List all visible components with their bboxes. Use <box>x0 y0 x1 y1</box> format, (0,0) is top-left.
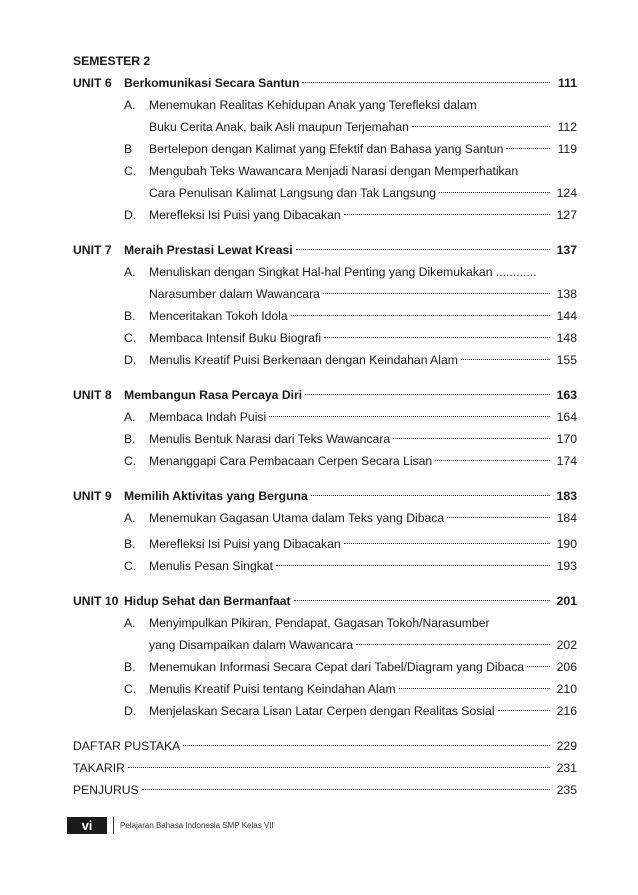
section-row[interactable] <box>73 555 577 577</box>
dot-leader <box>294 600 550 601</box>
dot-leader <box>399 688 550 689</box>
section-title: Menuliskan dengan Singkat Hal-hal Penting yang Dikemukakan ............ <box>149 265 537 279</box>
section-letter: B. <box>124 432 136 446</box>
section-row-continued[interactable] <box>73 116 577 138</box>
unit-row[interactable] <box>73 239 577 261</box>
page-number: 202 <box>556 638 577 652</box>
dot-leader <box>356 644 550 645</box>
section-title: Menemukan Realitas Kehidupan Anak yang Terefleksi dalam <box>149 98 477 112</box>
section-title: Merefleksi Isi Puisi yang Dibacakan <box>149 537 341 551</box>
dot-leader <box>412 126 550 127</box>
section-row-continued[interactable] <box>73 634 577 656</box>
page-number: 183 <box>556 489 577 503</box>
page-number: 206 <box>556 660 577 674</box>
section-row[interactable] <box>73 327 577 349</box>
end-matter-title: DAFTAR PUSTAKA <box>73 739 181 753</box>
page-number: 127 <box>556 208 577 222</box>
section-letter: A. <box>124 511 136 525</box>
dot-leader <box>498 710 550 711</box>
unit-title: Hidup Sehat dan Bermanfaat <box>124 594 291 608</box>
section-letter: A. <box>124 98 136 112</box>
dot-leader <box>269 416 550 417</box>
page-number: 184 <box>556 511 577 525</box>
page-number: 144 <box>556 309 577 323</box>
section-letter: A. <box>124 616 136 630</box>
section-letter: B <box>124 142 133 156</box>
page-number: 174 <box>556 454 577 468</box>
unit-number: UNIT 10 <box>73 594 119 608</box>
section-row[interactable] <box>73 305 577 327</box>
section-row[interactable] <box>73 507 577 529</box>
page-number: 216 <box>556 704 577 718</box>
page-number: 235 <box>556 783 577 797</box>
footer-book-title: Pelajaran Bahasa Indonesia SMP Kelas VII <box>120 821 274 830</box>
unit-title: Memilih Aktivitas yang Berguna <box>124 489 308 503</box>
page-number: 210 <box>556 682 577 696</box>
dot-leader <box>324 337 550 338</box>
section-letter: B. <box>124 660 136 674</box>
dot-leader <box>142 789 550 790</box>
section-title: Membaca Indah Puisi <box>149 410 267 424</box>
dot-leader <box>435 460 550 461</box>
section-title: Menulis Kreatif Puisi Berkenaan dengan Keindahan Alam <box>149 353 458 367</box>
unit-number: UNIT 9 <box>73 489 112 503</box>
unit-row[interactable] <box>73 384 577 406</box>
section-title: Menemukan Informasi Secara Cepat dari Tabel/Diagram yang Dibaca <box>149 660 525 674</box>
section-title: yang Disampaikan dalam Wawancara <box>149 638 354 652</box>
page-number: 164 <box>556 410 577 424</box>
dot-leader <box>323 293 550 294</box>
section-title: Menulis Bentuk Narasi dari Teks Wawancara <box>149 432 391 446</box>
unit-title: Membangun Rasa Percaya Diri <box>124 388 303 402</box>
section-title: Menulis Pesan Singkat <box>149 559 273 573</box>
section-title: Cara Penulisan Kalimat Langsung dan Tak Langsung <box>149 186 437 200</box>
dot-leader <box>296 249 550 250</box>
page-number: 137 <box>556 243 577 257</box>
section-row[interactable] <box>73 533 577 555</box>
end-matter-row[interactable] <box>73 779 577 801</box>
section-row-continued[interactable] <box>73 182 577 204</box>
page-number: 148 <box>556 331 577 345</box>
section-row[interactable] <box>73 678 577 700</box>
section-row[interactable] <box>73 349 577 371</box>
page-number: 231 <box>556 761 577 775</box>
page-number: 170 <box>556 432 577 446</box>
page-number: 155 <box>556 353 577 367</box>
page-footer <box>67 817 274 834</box>
unit-number: UNIT 6 <box>73 76 112 90</box>
semester-heading: SEMESTER 2 <box>73 54 151 68</box>
dot-leader <box>311 495 550 496</box>
section-row[interactable] <box>73 450 577 472</box>
dot-leader <box>128 767 550 768</box>
section-title: Membaca Intensif Buku Biografi <box>149 331 322 345</box>
section-letter: D. <box>124 704 137 718</box>
end-matter-row[interactable] <box>73 757 577 779</box>
dot-leader <box>276 565 550 566</box>
dot-leader <box>344 214 550 215</box>
unit-row[interactable] <box>73 590 577 612</box>
section-title: Mengubah Teks Wawancara Menjadi Narasi dengan Memperhatikan <box>149 164 519 178</box>
section-title: Buku Cerita Anak, baik Asli maupun Terjemahan <box>149 120 409 134</box>
section-letter: B. <box>124 309 136 323</box>
section-row[interactable] <box>73 406 577 428</box>
section-letter: C. <box>124 559 137 573</box>
end-matter-title: TAKARIR <box>73 761 125 775</box>
section-title: Bertelepon dengan Kalimat yang Efektif dan Bahasa yang Santun <box>149 142 504 156</box>
footer-divider <box>113 817 114 834</box>
unit-row[interactable] <box>73 485 577 507</box>
section-title: Menulis Kreatif Puisi tentang Keindahan Alam <box>149 682 396 696</box>
dot-leader <box>506 148 550 149</box>
unit-title: Berkomunikasi Secara Santun <box>124 76 300 90</box>
dot-leader <box>447 517 550 518</box>
section-letter: C. <box>124 164 137 178</box>
section-row[interactable] <box>73 656 577 678</box>
dot-leader <box>461 359 550 360</box>
section-title: Menceritakan Tokoh Idola <box>149 309 288 323</box>
unit-row[interactable] <box>73 72 577 94</box>
section-row[interactable] <box>73 160 577 182</box>
section-title: Menyimpulkan Pikiran, Pendapat, Gagasan Tokoh/Narasumber <box>149 616 490 630</box>
page-number: 112 <box>557 120 577 134</box>
section-row-continued[interactable] <box>73 283 577 305</box>
section-letter: A. <box>124 265 136 279</box>
section-title: Narasumber dalam Wawancara <box>149 287 320 301</box>
dot-leader <box>305 394 550 395</box>
section-row[interactable] <box>73 428 577 450</box>
section-letter: C. <box>124 682 137 696</box>
page-number: 111 <box>558 76 577 90</box>
section-title: Menanggapi Cara Pembacaan Cerpen Secara Lisan <box>149 454 433 468</box>
section-letter: C. <box>124 454 137 468</box>
section-title: Merefleksi Isi Puisi yang Dibacakan <box>149 208 341 222</box>
section-row[interactable] <box>73 612 577 634</box>
page-number: 119 <box>557 142 577 156</box>
dot-leader <box>344 543 550 544</box>
page-number: 138 <box>556 287 577 301</box>
section-title: Menemukan Gagasan Utama dalam Teks yang Dibaca <box>149 511 445 525</box>
end-matter-title: PENJURUS <box>73 783 139 797</box>
footer-page-number: vi <box>67 817 107 834</box>
section-letter: A. <box>124 410 136 424</box>
section-letter: C. <box>124 331 137 345</box>
page-number: 163 <box>556 388 577 402</box>
table-of-contents <box>73 50 577 801</box>
section-row[interactable] <box>73 204 577 226</box>
page-number: 190 <box>556 537 577 551</box>
section-row[interactable] <box>73 138 577 160</box>
unit-number: UNIT 7 <box>73 243 112 257</box>
page-number: 124 <box>556 186 577 200</box>
section-letter: D. <box>124 208 137 222</box>
section-letter: B. <box>124 537 136 551</box>
section-letter: D. <box>124 353 137 367</box>
end-matter-row[interactable] <box>73 735 577 757</box>
dot-leader <box>439 192 550 193</box>
dot-leader <box>183 745 550 746</box>
section-title: Menjelaskan Secara Lisan Latar Cerpen dengan Realitas Sosial <box>149 704 495 718</box>
section-row[interactable] <box>73 700 577 722</box>
dot-leader <box>527 666 550 667</box>
dot-leader <box>393 438 550 439</box>
page-number: 229 <box>556 739 577 753</box>
dot-leader <box>302 82 550 83</box>
page-number: 201 <box>556 594 577 608</box>
section-row[interactable] <box>73 94 577 116</box>
unit-number: UNIT 8 <box>73 388 112 402</box>
unit-title: Meraih Prestasi Lewat Kreasi <box>124 243 293 257</box>
section-row[interactable] <box>73 261 577 283</box>
page-number: 193 <box>556 559 577 573</box>
dot-leader <box>291 315 550 316</box>
